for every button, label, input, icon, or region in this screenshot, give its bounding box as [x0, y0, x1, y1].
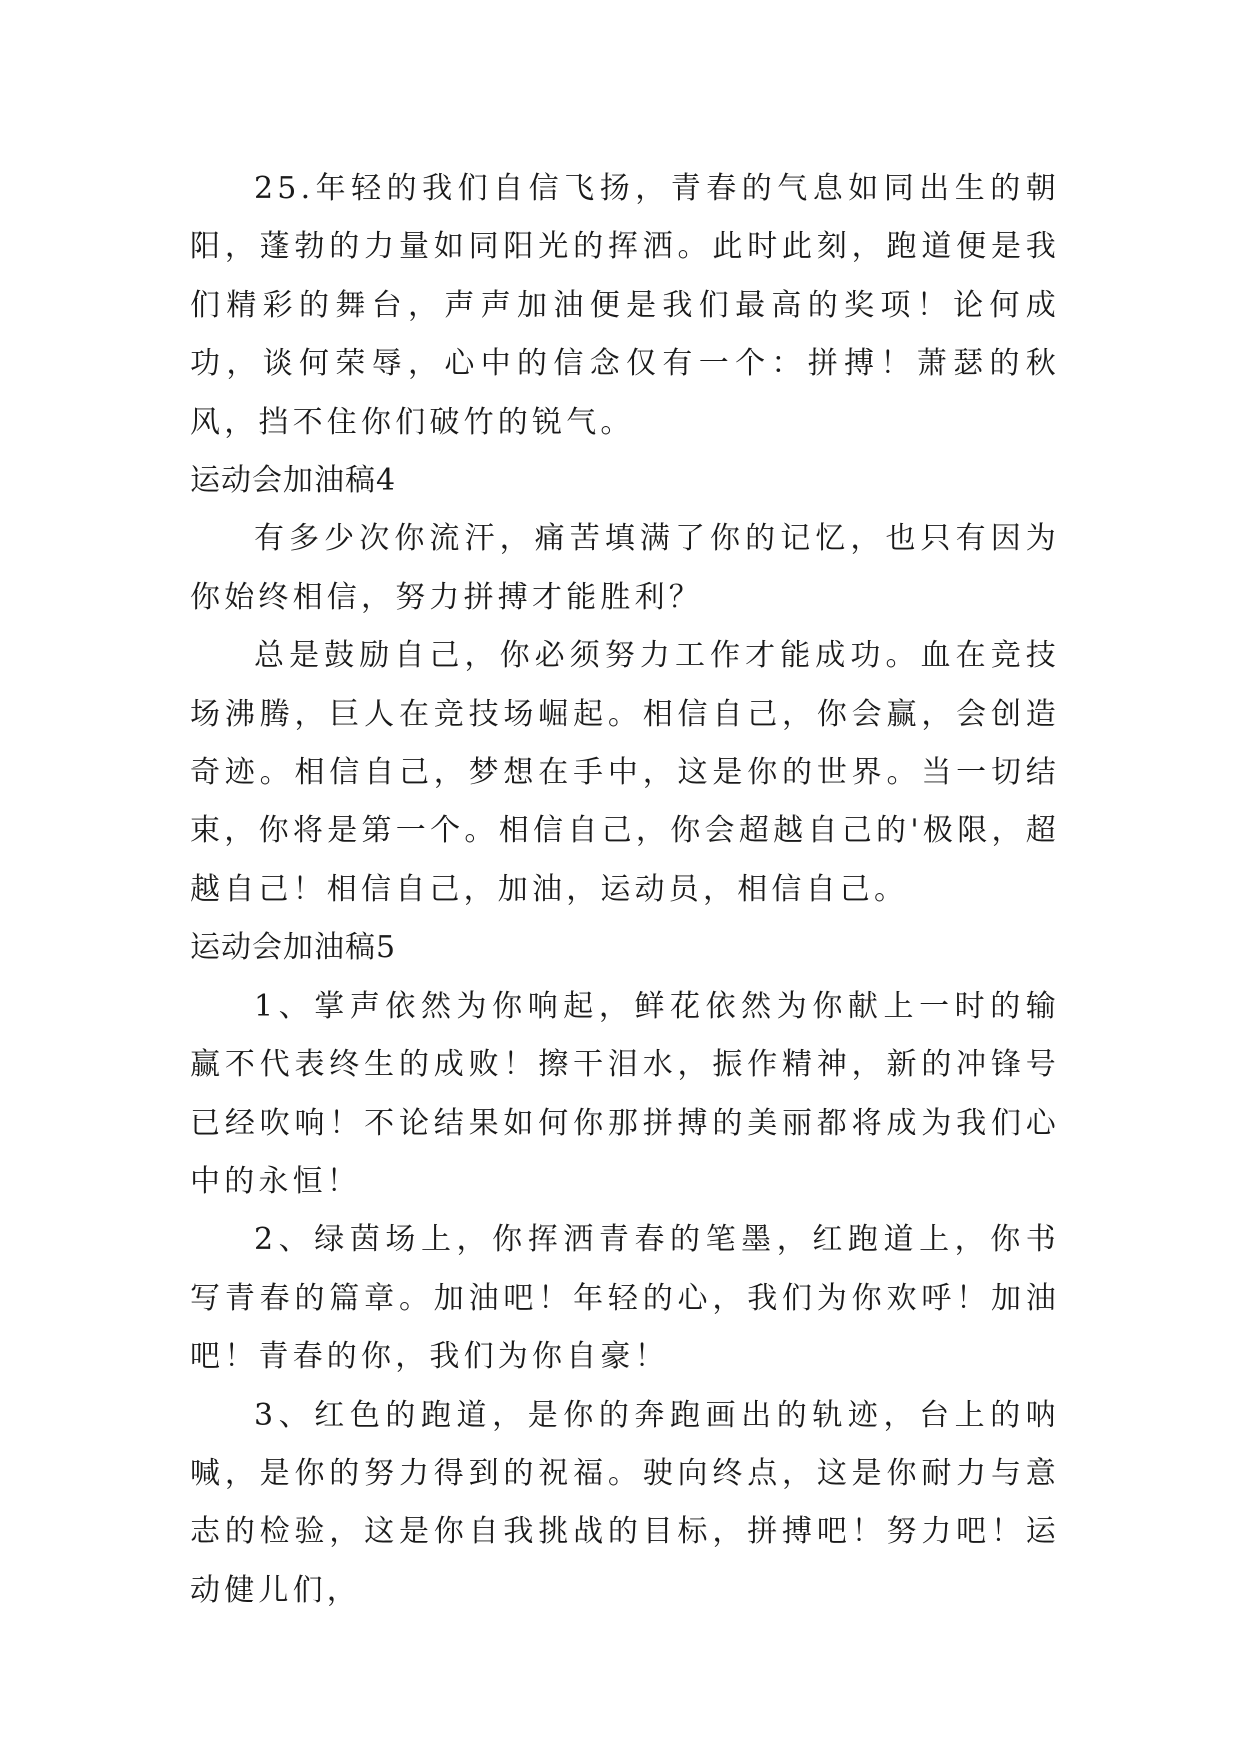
- paragraph-slogan-25: 25.年轻的我们自信飞扬，青春的气息如同出生的朝阳，蓬勃的力量如同阳光的挥洒。此时此刻，跑道便是我们精彩的舞台，声声加油便是我们最高的奖项！论何成功，谈何荣辱，心中的信念仅有一个：拼搏！萧瑟的秋风，挡不住你们破竹的锐气。: [190, 171, 1060, 440]
- section-heading-5: 运动会加油稿5: [190, 930, 397, 966]
- paragraph-item-3: 3、红色的跑道，是你的奔跑画出的轨迹，台上的呐喊，是你的努力得到的祝福。驶向终点，这是你耐力与意志的检验，这是你自我挑战的目标，拼搏吧！努力吧！运动健儿们，: [190, 1397, 1060, 1608]
- document-body: [190, 160, 1060, 1620]
- section-heading-4: 运动会加油稿4: [190, 463, 397, 499]
- paragraph-sweat-memory: 有多少次你流汗，痛苦填满了你的记忆，也只有因为你始终相信，努力拼搏才能胜利？: [190, 521, 1060, 615]
- paragraph-item-2: 2、绿茵场上，你挥洒青春的笔墨，红跑道上，你书写青春的篇章。加油吧！年轻的心，我们为你欢呼！加油吧！青春的你，我们为你自豪！: [190, 1222, 1060, 1375]
- paragraph-item-1: 1、掌声依然为你响起，鲜花依然为你献上一时的输赢不代表终生的成败！擦干泪水，振作精神，新的冲锋号已经吹响！不论结果如何你那拼搏的美丽都将成为我们心中的永恒！: [190, 988, 1060, 1199]
- paragraph-believe-yourself: 总是鼓励自己，你必须努力工作才能成功。血在竞技场沸腾，巨人在竞技场崛起。相信自己，你会赢，会创造奇迹。相信自己，梦想在手中，这是你的世界。当一切结束，你将是第一个。相信自己，你会超越自己的'极限，超越自己！相信自己，加油，运动员，相信自己。: [190, 638, 1060, 907]
